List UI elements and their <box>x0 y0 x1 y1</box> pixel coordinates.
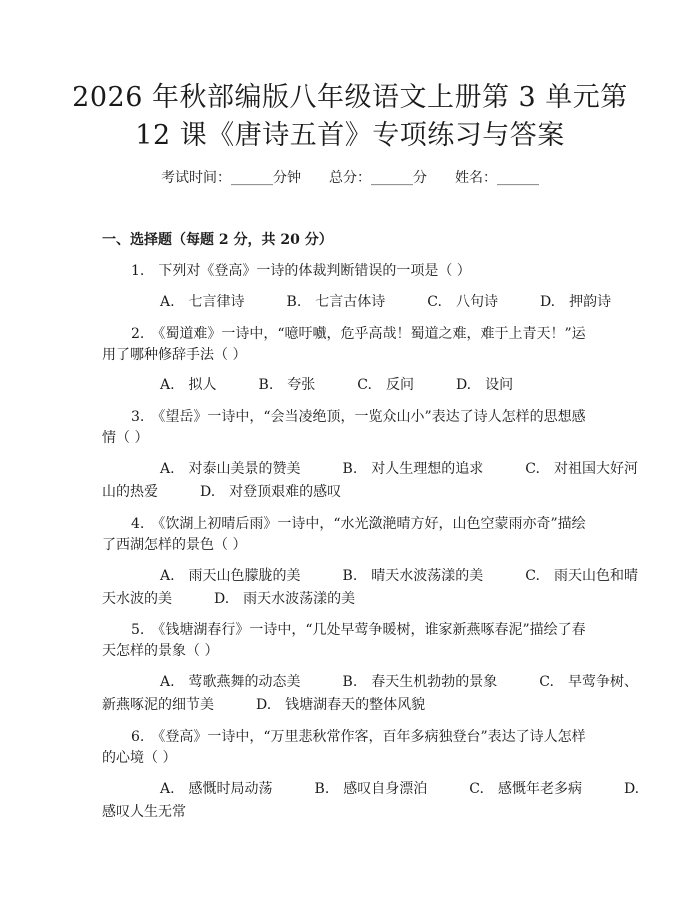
exam-info <box>0 168 700 188</box>
question-2-options: A. 拟人 B. 夸张 C. 反问 D. 设问 <box>160 377 514 393</box>
question-5-options: A. 莺歌燕舞的动态美 B. 春天生机勃勃的景象 C. 早莺争树、 <box>160 674 638 690</box>
exam-time-label: 考试时间：______分钟 <box>161 170 301 186</box>
question-5-options-cont: 新燕啄泥的细节美 D. 钱塘湖春天的整体风貌 <box>102 697 426 713</box>
section-title-choice: 一、选择题（每题 2 分，共 20 分） <box>102 232 333 248</box>
question-2-text-cont: 用了哪种修辞手法（ ） <box>102 347 247 363</box>
document-title-line-1: 2026 年秋部编版八年级语文上册第 3 单元第 <box>72 82 628 113</box>
question-4-options-cont: 天水波的美 D. 雨天水波荡漾的美 <box>102 591 356 607</box>
question-5-text: 5. 《钱塘湖春行》一诗中，“几处早莺争暖树，谁家新燕啄春泥”描绘了春 <box>131 622 586 638</box>
question-5-text-cont: 天怎样的景象（ ） <box>102 643 219 659</box>
document-title-line-2: 12 课《唐诗五首》专项练习与答案 <box>135 120 565 151</box>
question-2-text: 2. 《蜀道难》一诗中，“噫吁嚱，危乎高哉！蜀道之难，难于上青天！”运 <box>131 326 586 342</box>
question-3-options: A. 对泰山美景的赞美 B. 对人生理想的追求 C. 对祖国大好河 <box>160 461 638 477</box>
question-6-text: 6. 《登高》一诗中，“万里悲秋常作客，百年多病独登台”表达了诗人怎样 <box>131 729 586 745</box>
question-3-text-cont: 情（ ） <box>102 430 149 446</box>
question-3-text: 3. 《望岳》一诗中，“会当凌绝顶，一览众山小”表达了诗人怎样的思想感 <box>131 409 586 425</box>
question-4-text: 4. 《饮湖上初晴后雨》一诗中，“水光潋滟晴方好，山色空蒙雨亦奇”描绘 <box>131 516 586 532</box>
question-6-options: A. 感慨时局动荡 B. 感叹自身漂泊 C. 感慨年老多病 D. <box>160 781 640 797</box>
name-label: 姓名：______ <box>455 170 539 186</box>
question-4-options: A. 雨天山色朦胧的美 B. 晴天水波荡漾的美 C. 雨天山色和晴 <box>160 568 638 584</box>
question-4-text-cont: 了西湖怎样的景色（ ） <box>102 537 247 553</box>
total-score-label: 总分：______分 <box>329 170 427 186</box>
question-6-text-cont: 的心境（ ） <box>102 750 177 766</box>
question-6-options-cont: 感叹人生无常 <box>102 804 186 820</box>
question-1-options: A. 七言律诗 B. 七言古体诗 C. 八句诗 D. 押韵诗 <box>160 294 612 310</box>
question-1-text: 1. 下列对《登高》一诗的体裁判断错误的一项是（ ） <box>131 263 471 279</box>
question-3-options-cont: 山的热爱 D. 对登顶艰难的感叹 <box>102 484 342 500</box>
